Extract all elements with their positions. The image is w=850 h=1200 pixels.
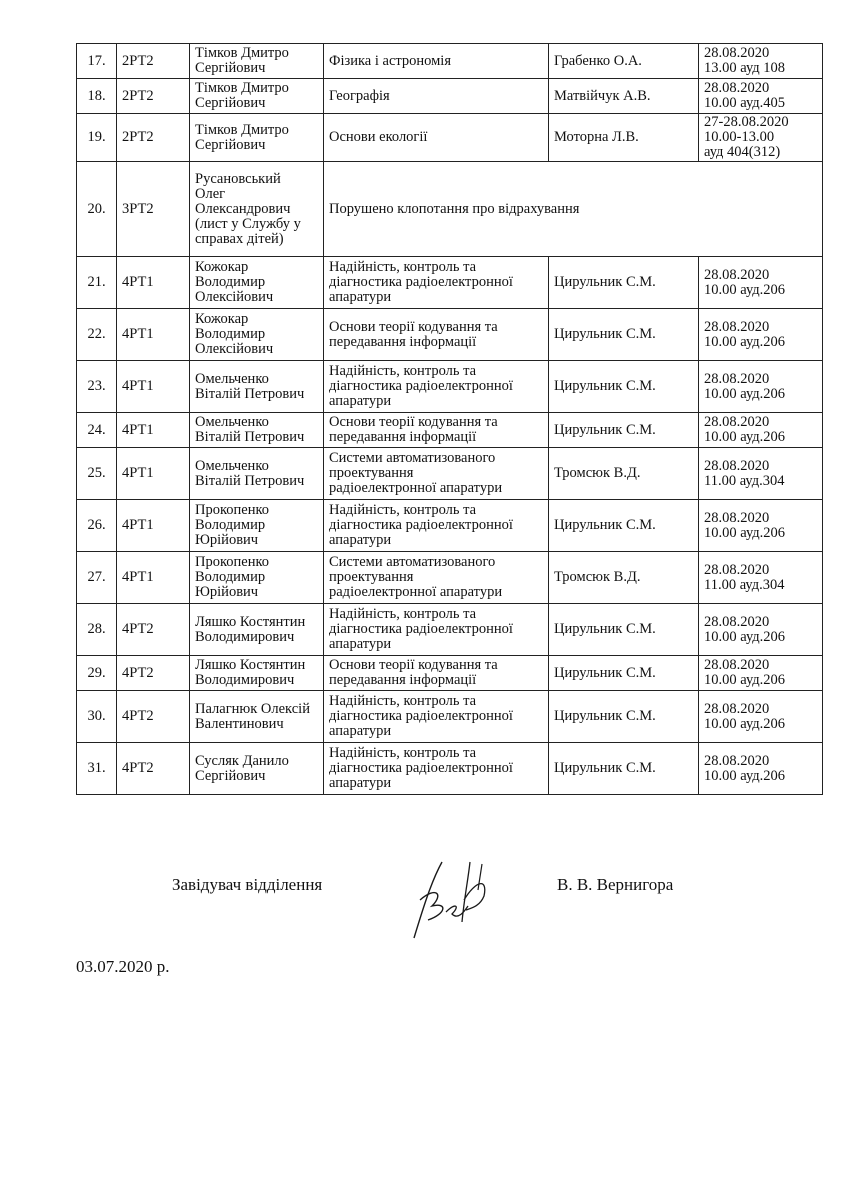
student-name-line: Володимир (195, 274, 266, 290)
exam-time-line: 28.08.2020 (704, 80, 770, 96)
group-code: 4РТ2 (117, 656, 190, 691)
exam-time (699, 552, 823, 604)
position-title: Завідувач відділення (172, 875, 323, 894)
student-name-line: Валентинович (195, 715, 284, 732)
student-name-line: Омельченко (195, 414, 269, 430)
subject-name (324, 257, 549, 309)
exam-time-line: 10.00 ауд.206 (704, 429, 786, 445)
subject-name-line: Надійність, контроль та (329, 363, 477, 379)
teacher-name: Матвійчук А.В. (549, 79, 699, 114)
group-code: 4РТ1 (117, 448, 190, 500)
row-number: 30. (77, 691, 117, 743)
subject-name-line: діагностика радіоелектронної (329, 378, 513, 394)
group-code: 4РТ1 (117, 257, 190, 309)
group-code: 4РТ1 (117, 500, 190, 552)
exam-time-line: 11.00 ауд.304 (704, 472, 785, 489)
table-row (77, 604, 823, 656)
row-number: 27. (77, 552, 117, 604)
table-row (77, 162, 823, 257)
exam-time-line: 10.00 ауд.206 (704, 524, 786, 541)
teacher-name: Тромсюк В.Д. (549, 448, 699, 500)
table-row (77, 361, 823, 413)
exam-time-line: 11.00 ауд.304 (704, 576, 785, 593)
group-code: 4РТ1 (117, 552, 190, 604)
table-row (77, 743, 823, 795)
table-row (77, 500, 823, 552)
student-name-line: Олексійович (195, 289, 274, 305)
exam-time-line: 10.00 ауд.206 (704, 385, 786, 402)
subject-name (324, 309, 549, 361)
subject-name-line: Основи теорії кодування та (329, 657, 498, 673)
exam-time-line: 27-28.08.2020 (704, 114, 789, 130)
exam-time-line: 28.08.2020 (704, 657, 770, 673)
student-name-line: Тімков Дмитро (195, 121, 289, 138)
teacher-name: Цирульник С.М. (549, 656, 699, 691)
group-code: 4РТ2 (117, 691, 190, 743)
subject-name-line: передавання інформації (329, 429, 477, 445)
teacher-name: Цирульник С.М. (549, 743, 699, 795)
exam-time (699, 656, 823, 691)
subject-name (324, 44, 549, 79)
exam-time-line: 28.08.2020 (704, 370, 770, 387)
subject-name (324, 656, 549, 691)
table-row (77, 448, 823, 500)
table-row (77, 656, 823, 691)
subject-name (324, 79, 549, 114)
exam-time-line: 28.08.2020 (704, 613, 770, 630)
exam-time-line: 10.00 ауд.206 (704, 672, 786, 688)
exam-time-line: 13.00 ауд 108 (704, 60, 786, 76)
exam-time-line: 10.00 ауд.206 (704, 628, 786, 645)
subject-name-line: Системи автоматизованого (329, 554, 496, 570)
student-name-line: Омельченко (195, 457, 269, 474)
student-name (190, 448, 324, 500)
student-name-line: (лист у Службу у (195, 215, 301, 232)
row-number: 28. (77, 604, 117, 656)
table-row (77, 691, 823, 743)
subject-name-line: діагностика радіоелектронної (329, 517, 513, 533)
subject-name-line: Надійність, контроль та (329, 745, 477, 761)
exam-time-line: 10.00 ауд.206 (704, 715, 786, 732)
exam-time-line: 28.08.2020 (704, 457, 770, 474)
student-name (190, 44, 324, 79)
subject-name-line: апаратури (329, 636, 392, 652)
exam-time (699, 448, 823, 500)
subject-name (324, 604, 549, 656)
group-code: 4РТ1 (117, 361, 190, 413)
student-name-line: справах дітей) (195, 230, 284, 247)
exam-time-line: 28.08.2020 (704, 752, 770, 769)
table-row (77, 44, 823, 79)
student-name-line: Олександрович (195, 200, 291, 217)
row-number: 19. (77, 114, 117, 162)
row-number: 22. (77, 309, 117, 361)
group-code: 4РТ2 (117, 743, 190, 795)
teacher-name: Цирульник С.М. (549, 500, 699, 552)
student-name (190, 691, 324, 743)
exam-time-line: 28.08.2020 (704, 509, 770, 526)
subject-name-line: діагностика радіоелектронної (329, 708, 513, 724)
student-name-line: Віталій Петрович (195, 472, 305, 489)
handwritten-signature-icon (402, 850, 502, 945)
student-name-line: Тімков Дмитро (195, 45, 289, 61)
exam-time (699, 691, 823, 743)
student-name-line: Сергійович (195, 60, 266, 76)
table-row (77, 257, 823, 309)
student-name-line: Ляшко Костянтин (195, 613, 306, 630)
subject-name-line: Системи автоматизованого (329, 450, 496, 466)
subject-name-line: радіоелектронної апаратури (329, 584, 503, 600)
student-name-line: Прокопенко (195, 502, 270, 518)
exam-time (699, 114, 823, 162)
teacher-name: Цирульник С.М. (549, 361, 699, 413)
exam-time-line: 28.08.2020 (704, 45, 770, 61)
student-name-line: Омельченко (195, 370, 269, 387)
exam-time-line: 28.08.2020 (704, 414, 770, 430)
subject-name-line: передавання інформації (329, 333, 477, 350)
subject-name (324, 413, 549, 448)
student-name (190, 500, 324, 552)
exam-time-line: 10.00 ауд.405 (704, 95, 786, 111)
row-number: 21. (77, 257, 117, 309)
student-name-line: Володимир (195, 569, 266, 585)
student-name-line: Прокопенко (195, 554, 270, 570)
exam-time-line: 10.00-13.00 (704, 129, 775, 145)
table-row (77, 552, 823, 604)
signer-name: В. В. Вернигора (557, 875, 674, 894)
subject-name (324, 743, 549, 795)
teacher-name: Цирульник С.М. (549, 604, 699, 656)
exam-time (699, 413, 823, 448)
group-code: 4РТ1 (117, 413, 190, 448)
exam-time-line: 28.08.2020 (704, 266, 770, 283)
student-name (190, 413, 324, 448)
group-code: 4РТ2 (117, 604, 190, 656)
student-name-line: Кожокар (195, 311, 249, 327)
subject-name (324, 448, 549, 500)
subject-name-line: Надійність, контроль та (329, 259, 477, 275)
row-number: 29. (77, 656, 117, 691)
teacher-name: Цирульник С.М. (549, 309, 699, 361)
student-name-line: Олег (195, 185, 226, 202)
student-name (190, 309, 324, 361)
exam-time (699, 309, 823, 361)
student-name (190, 79, 324, 114)
student-name-line: Володимир (195, 326, 266, 342)
student-name-line: Віталій Петрович (195, 385, 305, 402)
exam-time-line: ауд 404(312) (704, 144, 781, 160)
student-name-line: Віталій Петрович (195, 429, 305, 445)
subject-name-line: проектування (329, 465, 414, 481)
subject-name-line: апаратури (329, 289, 392, 305)
subject-name-line: радіоелектронної апаратури (329, 480, 503, 496)
group-code: 3РТ2 (117, 162, 190, 257)
group-code: 2РТ2 (117, 44, 190, 79)
subject-name-line: передавання інформації (329, 672, 477, 688)
subject-name-line: апаратури (329, 775, 392, 791)
row-number: 24. (77, 413, 117, 448)
subject-name-line: проектування (329, 569, 414, 585)
exam-time (699, 79, 823, 114)
student-name (190, 656, 324, 691)
student-name (190, 162, 324, 257)
subject-name-line: апаратури (329, 393, 392, 409)
teacher-name: Цирульник С.М. (549, 413, 699, 448)
row-number: 26. (77, 500, 117, 552)
subject-name-line: Географія (329, 87, 390, 104)
teacher-name: Грабенко О.А. (549, 44, 699, 79)
student-name-line: Ляшко Костянтин (195, 657, 306, 673)
group-code: 2РТ2 (117, 114, 190, 162)
student-name (190, 743, 324, 795)
exam-time (699, 604, 823, 656)
exam-time (699, 500, 823, 552)
subject-name (324, 552, 549, 604)
row-number: 25. (77, 448, 117, 500)
student-name-line: Сергійович (195, 95, 266, 111)
table-row (77, 413, 823, 448)
table-row (77, 309, 823, 361)
exam-time-line: 10.00 ауд.206 (704, 333, 786, 350)
exam-time (699, 361, 823, 413)
student-name (190, 361, 324, 413)
student-name (190, 604, 324, 656)
teacher-name: Моторна Л.В. (549, 114, 699, 162)
student-name-line: Володимирович (195, 628, 295, 645)
subject-name-line: Надійність, контроль та (329, 693, 477, 709)
teacher-name: Цирульник С.М. (549, 257, 699, 309)
teacher-name: Цирульник С.М. (549, 691, 699, 743)
subject-name (324, 114, 549, 162)
subject-name-line: Основи теорії кодування та (329, 414, 498, 430)
exam-time-line: 28.08.2020 (704, 318, 770, 335)
student-name-line: Юрійович (195, 584, 259, 600)
subject-name-line: діагностика радіоелектронної (329, 274, 513, 290)
subject-name-line: апаратури (329, 532, 392, 548)
student-name-line: Русановський (195, 170, 281, 187)
exam-time-line: 10.00 ауд.206 (704, 281, 786, 298)
student-name (190, 257, 324, 309)
student-name (190, 552, 324, 604)
exam-time-line: 28.08.2020 (704, 561, 770, 578)
student-name-line: Сергійович (195, 767, 266, 784)
row-number: 31. (77, 743, 117, 795)
student-name-line: Володимирович (195, 672, 295, 688)
student-name-line: Володимир (195, 517, 266, 533)
subject-name-line: Основи теорії кодування та (329, 318, 498, 335)
subject-name-line: Фізика і астрономія (329, 52, 452, 69)
teacher-name: Тромсюк В.Д. (549, 552, 699, 604)
exam-time-line: 28.08.2020 (704, 700, 770, 717)
student-name-line: Юрійович (195, 532, 259, 548)
table-row (77, 79, 823, 114)
row-number: 17. (77, 44, 117, 79)
subject-name-line: Основи екології (329, 129, 428, 145)
exam-time (699, 257, 823, 309)
student-name-line: Кожокар (195, 259, 249, 275)
row-number: 18. (77, 79, 117, 114)
subject-name (324, 361, 549, 413)
row-number: 23. (77, 361, 117, 413)
subject-name (324, 691, 549, 743)
row-note: Порушено клопотання про відрахування (324, 162, 823, 257)
subject-name-line: Надійність, контроль та (329, 606, 477, 622)
retake-schedule-table (76, 43, 823, 795)
subject-name-line: діагностика радіоелектронної (329, 621, 513, 637)
exam-time-line: 10.00 ауд.206 (704, 767, 786, 784)
document-date: 03.07.2020 р. (76, 957, 170, 976)
table-row (77, 114, 823, 162)
group-code: 2РТ2 (117, 79, 190, 114)
subject-name (324, 500, 549, 552)
student-name-line: Сусляк Данило (195, 752, 289, 769)
student-name-line: Тімков Дмитро (195, 80, 289, 96)
student-name-line: Сергійович (195, 136, 266, 153)
exam-time (699, 743, 823, 795)
student-name (190, 114, 324, 162)
subject-name-line: діагностика радіоелектронної (329, 760, 513, 776)
subject-name-line: Надійність, контроль та (329, 502, 477, 518)
student-name-line: Палагнюк Олексій (195, 700, 310, 717)
student-name-line: Олексійович (195, 341, 274, 357)
exam-time (699, 44, 823, 79)
subject-name-line: апаратури (329, 723, 392, 739)
row-number: 20. (77, 162, 117, 257)
group-code: 4РТ1 (117, 309, 190, 361)
